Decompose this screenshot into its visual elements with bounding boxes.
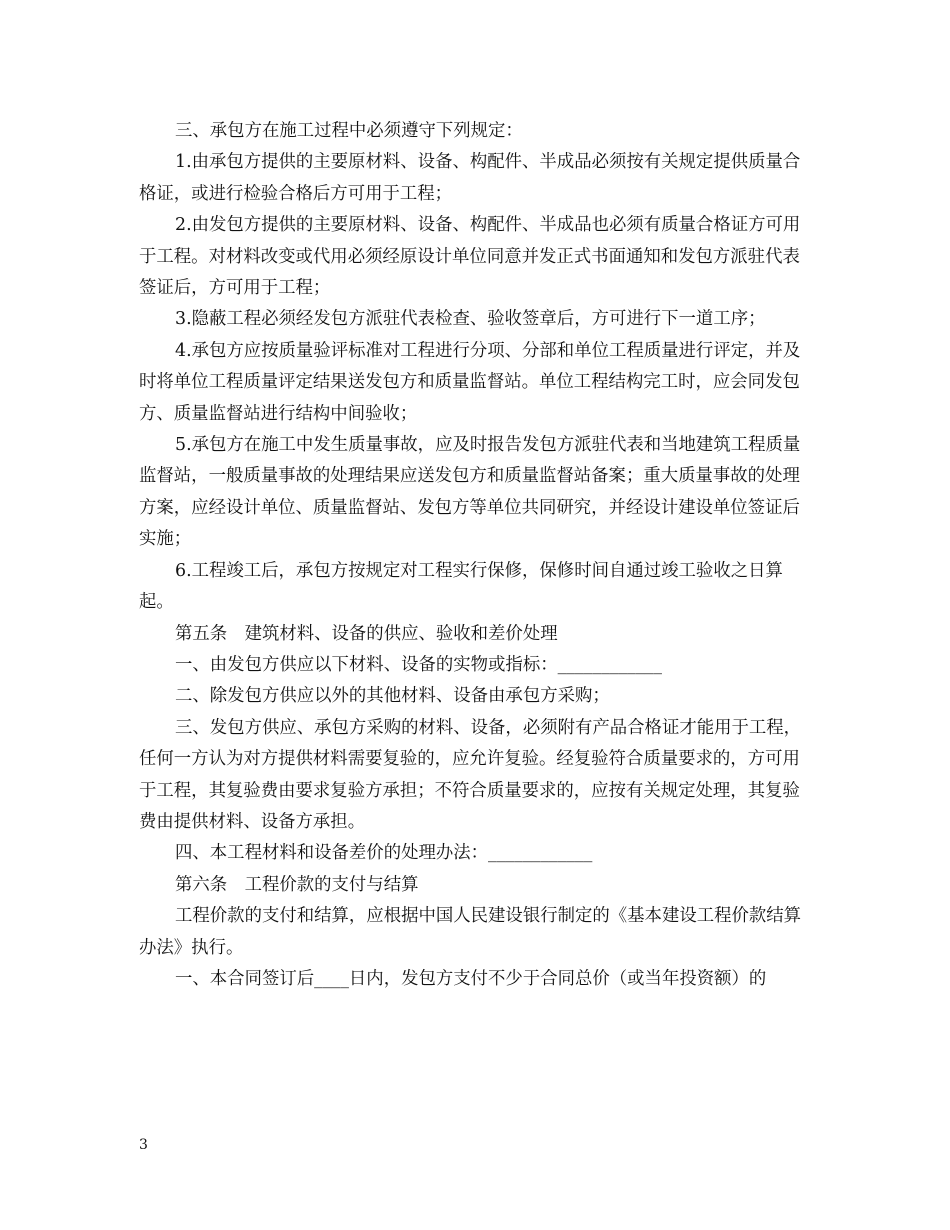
document-body [139,116,811,995]
paragraph: 4.承包方应按质量验评标准对工程进行分项、分部和单位工程质量进行评定，并及时将单位工程质量评定结果送发包方和质量监督站。单位工程结构完工时，应会同发包方、质量监督站进行结构中间验收； [139,340,801,424]
paragraph: 3.隐蔽工程必须经发包方派驻代表检查、验收签章后，方可进行下一道工序； [175,309,766,330]
section-heading: 第五条 建筑材料、设备的供应、验收和差价处理 [175,623,558,644]
paragraph: 1.由承包方提供的主要原材料、设备、构配件、半成品必须按有关规定提供质量合格证，或进行检验合格后方可用于工程； [139,152,801,204]
paragraph: 三、发包方供应、承包方采购的材料、设备，必须附有产品合格证才能用于工程，任何一方认为对方提供材料需要复验的，应允许复验。经复验符合质量要求的，方可用于工程，其复验费由要求复验方承担；不符合质量要求的，应按有关规定处理，其复验费由提供材料、设备方承担。 [139,717,802,832]
paragraph: 三、承包方在施工过程中必须遵守下列规定： [175,121,523,141]
section-heading: 第六条 工程价款的支付与结算 [175,874,419,895]
paragraph: 5.承包方在施工中发生质量事故，应及时报告发包方派驻代表和当地建筑工程质量监督站，一般质量事故的处理结果应送发包方和质量监督站备案；重大质量事故的处理方案，应经设计单位、质量监督站、发包方等单位共同研究，并经设计建设单位签证后实施； [139,435,801,550]
paragraph: 四、本工程材料和设备差价的处理办法：____________ [175,843,593,864]
paragraph: 6.工程竣工后，承包方按规定对工程实行保修，保修时间自通过竣工验收之日算起。 [139,560,783,613]
paragraph: 工程价款的支付和结算，应根据中国人民建设银行制定的《基本建设工程价款结算办法》执行。 [139,906,802,958]
page-number: 3 [139,1137,148,1153]
paragraph: 一、由发包方供应以下材料、设备的实物或指标：____________ [175,654,662,675]
paragraph: 二、除发包方供应以外的其他材料、设备由承包方采购； [175,686,610,707]
paragraph: 2.由发包方提供的主要原材料、设备、构配件、半成品也必须有质量合格证方可用于工程。对材料改变或代用必须经原设计单位同意并发正式书面通知和发包方派驻代表签证后，方可用于工程； [139,215,801,299]
paragraph: 一、本合同签订后____日内，发包方支付不少于合同总价（或当年投资额）的 [175,968,767,989]
